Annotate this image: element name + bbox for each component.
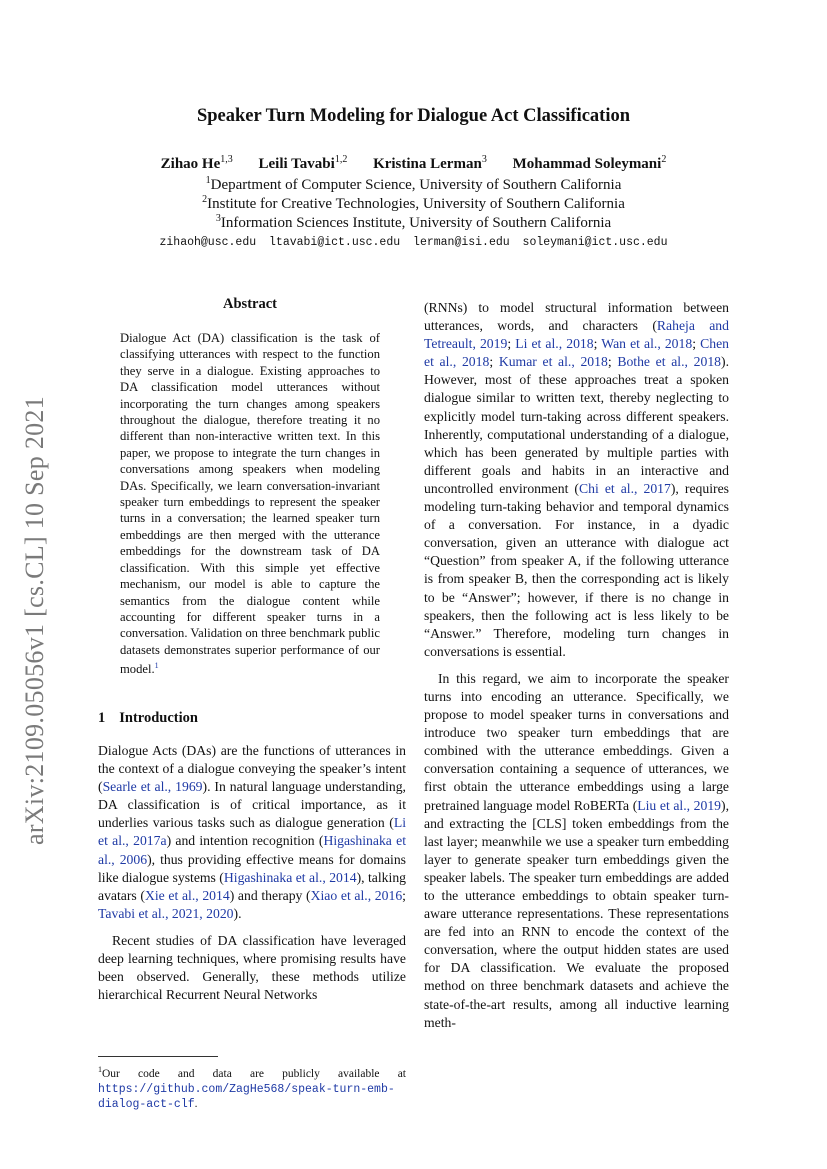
- citation-link[interactable]: Higashinaka et al., 2014: [223, 869, 357, 885]
- text-run: ). However, most of these approaches treat a spoken dialogue similar to written text, thereby neglecting to explicitly model turn-taking across different speakers. Inherently, computational understanding of a dialogue, which has been generated by multiple parties with different goals and habits in an interactive and uncontrolled environment (: [424, 354, 729, 496]
- text-run: ;: [402, 887, 406, 903]
- text-run: ;: [692, 336, 701, 352]
- text-run: ).: [233, 905, 242, 921]
- affiliation: $^1$Department of Computer Science, University of Southern California: [205, 175, 622, 193]
- arxiv-stamp: arXiv:2109.05056v1 [cs.CL] 10 Sep 2021: [20, 395, 49, 845]
- text-run: (RNNs) to model structural information between utterances, words, and characters (: [424, 300, 729, 334]
- affiliation: $^3$Information Sciences Institute, University of Southern California: [215, 213, 612, 231]
- footnote-rule: [98, 1056, 218, 1057]
- citation-link[interactable]: Liu et al., 2019: [637, 797, 722, 813]
- citation-link[interactable]: Chen et al., 2018: [424, 336, 730, 370]
- abstract-heading: Abstract: [223, 296, 277, 312]
- paragraph: [424, 299, 729, 661]
- text-run: ) and intention recognition (: [166, 833, 324, 849]
- author: Mohammad Soleymani$^2$: [512, 154, 667, 172]
- text-run: ), requires modeling turn-taking behavior and temporal dynamics of a conversation. For instance, in a dyadic conversation, given an utterance with dialogue act “Question” from speaker A, if the following utterance is from speaker B, then the corresponding act is likely to be “Answer”; however, if there is no change in speakers, then the following act is less likely to be “Answer.” Therefore, modeling turn changes in conversations is essential.: [424, 480, 729, 659]
- citation-link[interactable]: Searle et al., 1969: [102, 779, 203, 795]
- author: Zihao He$^{1,3}$: [160, 154, 233, 172]
- code-link[interactable]: https://github.com/ZagHe568/speak-turn-emb-dialog-act-clf: [98, 1082, 395, 1111]
- text-run: ), thus providing effective means for domains like dialogue systems (: [98, 851, 406, 885]
- citation-link[interactable]: Li et al., 2017a: [98, 815, 406, 849]
- text-run: ), talking avatars (: [98, 869, 407, 903]
- paragraph: [98, 742, 406, 923]
- abstract-body: Dialogue Act (DA) classification is the task of classifying utterances with respect to the function they serve in a dialogue. Existing approaches to DA classification model utterances without incorporating the turn changes among speakers throughout the dialogue, therefore treating it no different than non-interactive written text. In this paper, we propose to integrate the turn changes in conversations among speakers when modeling DAs. Specifically, we learn conversation-invariant speaker turn embeddings to represent the speaker turns in a conversation; the learned speaker turn embeddings are then merged with the utterance embeddings for the downstream task of DA classification. With this simple yet effective mechanism, our model is able to capture the semantics from the dialogue content while accounting for different speaker turns in a conversation. Validation on three benchmark public datasets demonstrates superior performance of our model.$^1$: [120, 331, 380, 677]
- paper-title: Speaker Turn Modeling for Dialogue Act Classification: [196, 106, 631, 126]
- author-list: [0, 154, 827, 173]
- text-run: ;: [607, 354, 618, 370]
- text-run: Recent studies of DA classification have leveraged deep learning techniques, where promising results have been observed. Generally, these methods utilize hierarchical Recurrent Neural Networks: [98, 932, 406, 1003]
- paragraph: [98, 932, 406, 1004]
- citation-link[interactable]: Raheja and Tetreault, 2019: [424, 318, 729, 352]
- citation-link[interactable]: Bothe et al., 2018: [617, 354, 722, 370]
- citation-link[interactable]: Chi et al., 2017: [579, 480, 671, 496]
- citation-link[interactable]: Li et al., 2018: [515, 336, 594, 352]
- footnote: $^1$Our code and data are publicly available at https://github.com/ZagHe568/speak-turn-emb-dialog-act-clf.: [98, 1065, 406, 1111]
- section-heading: 1 Introduction: [98, 710, 198, 726]
- affiliation: $^2$Institute for Creative Technologies, University of Southern California: [202, 194, 625, 212]
- text-run: In this regard, we aim to incorporate the speaker turns into encoding an utterance. Specifically, we propose to model speaker turns in conversations and introduce two speaker turn embeddings that are combined with the utterance embeddings. Given a conversation containing a sequence of utterances, we first obtain the utterance embeddings using a large pretrained language model RoBERTa (: [424, 670, 729, 813]
- citation-link[interactable]: Kumar et al., 2018: [498, 354, 608, 370]
- text-run: ;: [489, 354, 499, 370]
- text-run: ) and therapy (: [229, 887, 311, 903]
- text-run: ;: [507, 336, 516, 352]
- text-run: ;: [593, 336, 602, 352]
- citation-link[interactable]: Tavabi et al., 2021, 2020: [98, 905, 234, 921]
- footnote-link[interactable]: 1: [154, 661, 159, 671]
- text-run: ), and extracting the [CLS] token embeddings from the last layer; meanwhile we use a speaker turn embedding layer to generate speaker turn embeddings given the speaker labels. The speaker turn embeddings are added to the utterance embeddings to obtain speaker turn-aware utterance representations. These representations are fed into an RNN to encode the context of the conversation, where the output hidden states are used for DA classification. We evaluate the proposed method on three benchmark datasets and achieve the state-of-the-art results, among all inductive learning meth-: [424, 797, 730, 1030]
- citation-link[interactable]: Higashinaka et al., 2006: [98, 833, 406, 867]
- text-run: ). In natural language understanding, DA classification is of critical importance, as it underlies various tasks such as dialogue generation (: [98, 779, 406, 831]
- left-column: [98, 742, 406, 1004]
- author-emails: zihaoh@usc.edu ltavabi@ict.usc.edu lerman@isi.edu soleymani@ict.usc.edu: [159, 236, 668, 249]
- author: Kristina Lerman$^3$: [373, 154, 487, 172]
- right-column: [424, 299, 729, 1032]
- citation-link[interactable]: Xiao et al., 2016: [310, 887, 403, 903]
- citation-link[interactable]: Xie et al., 2014: [144, 887, 230, 903]
- paragraph: [424, 670, 729, 1032]
- citation-link[interactable]: Wan et al., 2018: [601, 336, 693, 352]
- author: Leili Tavabi$^{1,2}$: [258, 154, 348, 172]
- text-run: Dialogue Acts (DAs) are the functions of utterances in the context of a dialogue conveying the speaker’s intent (: [98, 743, 406, 795]
